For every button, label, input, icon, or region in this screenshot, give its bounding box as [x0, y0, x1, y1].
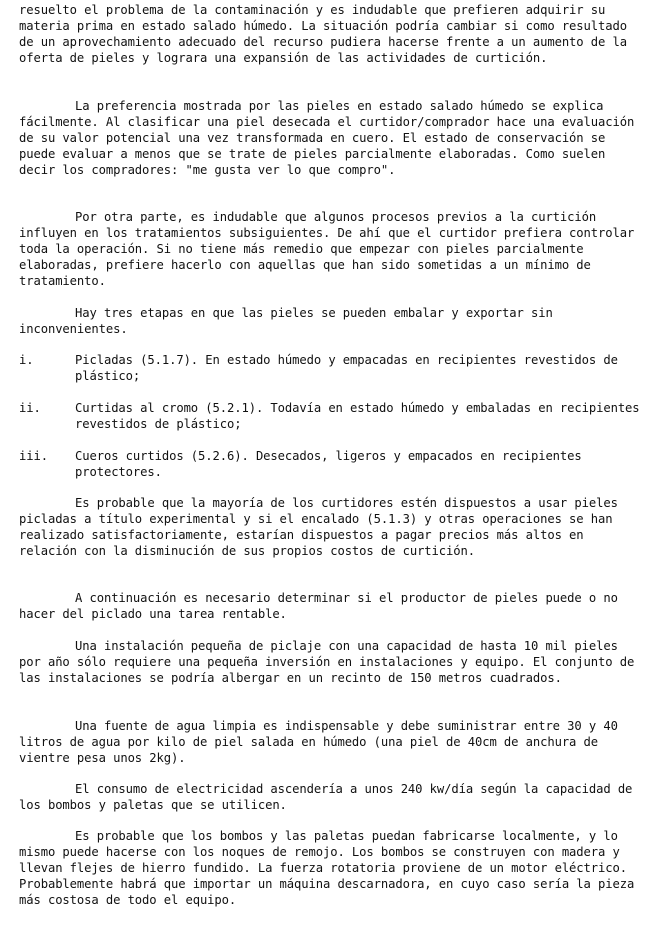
list-marker: ii. — [19, 401, 41, 415]
paragraph-producer-profitability: A continuación es necesario determinar si el productor de pieles puede o no hacer del piclado una tarea rentable. — [19, 591, 618, 621]
list-item — [19, 448, 641, 480]
list-marker: i. — [19, 353, 34, 367]
list-item — [19, 352, 641, 384]
paragraph-three-stages: Hay tres etapas en que las pieles se pueden embalar y exportar sin inconvenientes. — [19, 306, 553, 336]
paragraph-tanners-willing: Es probable que la mayoría de los curtidores estén dispuestos a usar pieles picladas a título experimental y si el encalado (5.1.3) y otras operaciones se han realizado satisfactoriamente, estarían dispuestos a pagar precios más altos en relación con la disminución de sus propios costos de curtición. — [19, 496, 618, 558]
paragraph-electricity: El consumo de electricidad ascendería a unos 240 kw/día según la capacidad de los bombos y paletas que se utilicen. — [19, 782, 633, 812]
paragraph-previous-processes: Por otra parte, es indudable que algunos procesos previos a la curtición influyen en los tratamientos subsiguientes. De ahí que el curtidor prefiera controlar toda la operación. Si no tiene más remedio que empezar con pieles parcialmente elaboradas, prefiere hacerlo con aquellas que han sido sometidas a un mínimo de tratamiento. — [19, 210, 635, 288]
list-marker: iii. — [19, 449, 48, 463]
list-text: Picladas (5.1.7). En estado húmedo y empacadas en recipientes revestidos de plástico; — [75, 353, 618, 383]
paragraph-small-installation: Una instalación pequeña de piclaje con una capacidad de hasta 10 mil pieles por año sólo requiere una pequeña inversión en instalaciones y equipo. El conjunto de las instalaciones se podría albergar en un recinto de 150 metros cuadrados. — [19, 639, 635, 685]
list-text: Curtidas al cromo (5.2.1). Todavía en estado húmedo y embaladas en recipientes revestidos de plástico; — [75, 401, 640, 431]
list-item — [19, 400, 641, 432]
paragraph-preference: La preferencia mostrada por las pieles en estado salado húmedo se explica fácilmente. Al clasificar una piel desecada el curtidor/comprador hace una evaluación de su valor potencial una vez transformada en cuero. El estado de conservación se puede evaluar a menos que se trate de pieles parcialmente elaboradas. Como suelen decir los compradores: "me gusta ver lo que compro". — [19, 99, 635, 177]
paragraph-water-source: Una fuente de agua limpia es indispensable y debe suministrar entre 30 y 40 litros de agua por kilo de piel salada en húmedo (una piel de 40cm de anchura de vientre pesa unos 2kg). — [19, 719, 618, 765]
paragraph-drums-paddles: Es probable que los bombos y las paletas puedan fabricarse localmente, y lo mismo puede hacerse con los noques de remojo. Los bombos se construyen con madera y llevan flejes de hierro fundido. La fuerza rotatoria proviene de un motor eléctrico. Probablemente habrá que importar un máquina descarnadora, en cuyo caso sería la pieza más costosa de todo el equipo. — [19, 829, 635, 907]
paragraph-contamination: resuelto el problema de la contaminación y es indudable que prefieren adquirir su materia prima en estado salado húmedo. La situación podría cambiar si como resultado de un aprovechamiento adecuado del recurso pudiera hacerse frente a un aumento de la oferta de pieles y lograra una expansión de las actividades de curtición. — [19, 3, 627, 65]
list-text: Cueros curtidos (5.2.6). Desecados, ligeros y empacados en recipientes protectores. — [75, 449, 582, 479]
